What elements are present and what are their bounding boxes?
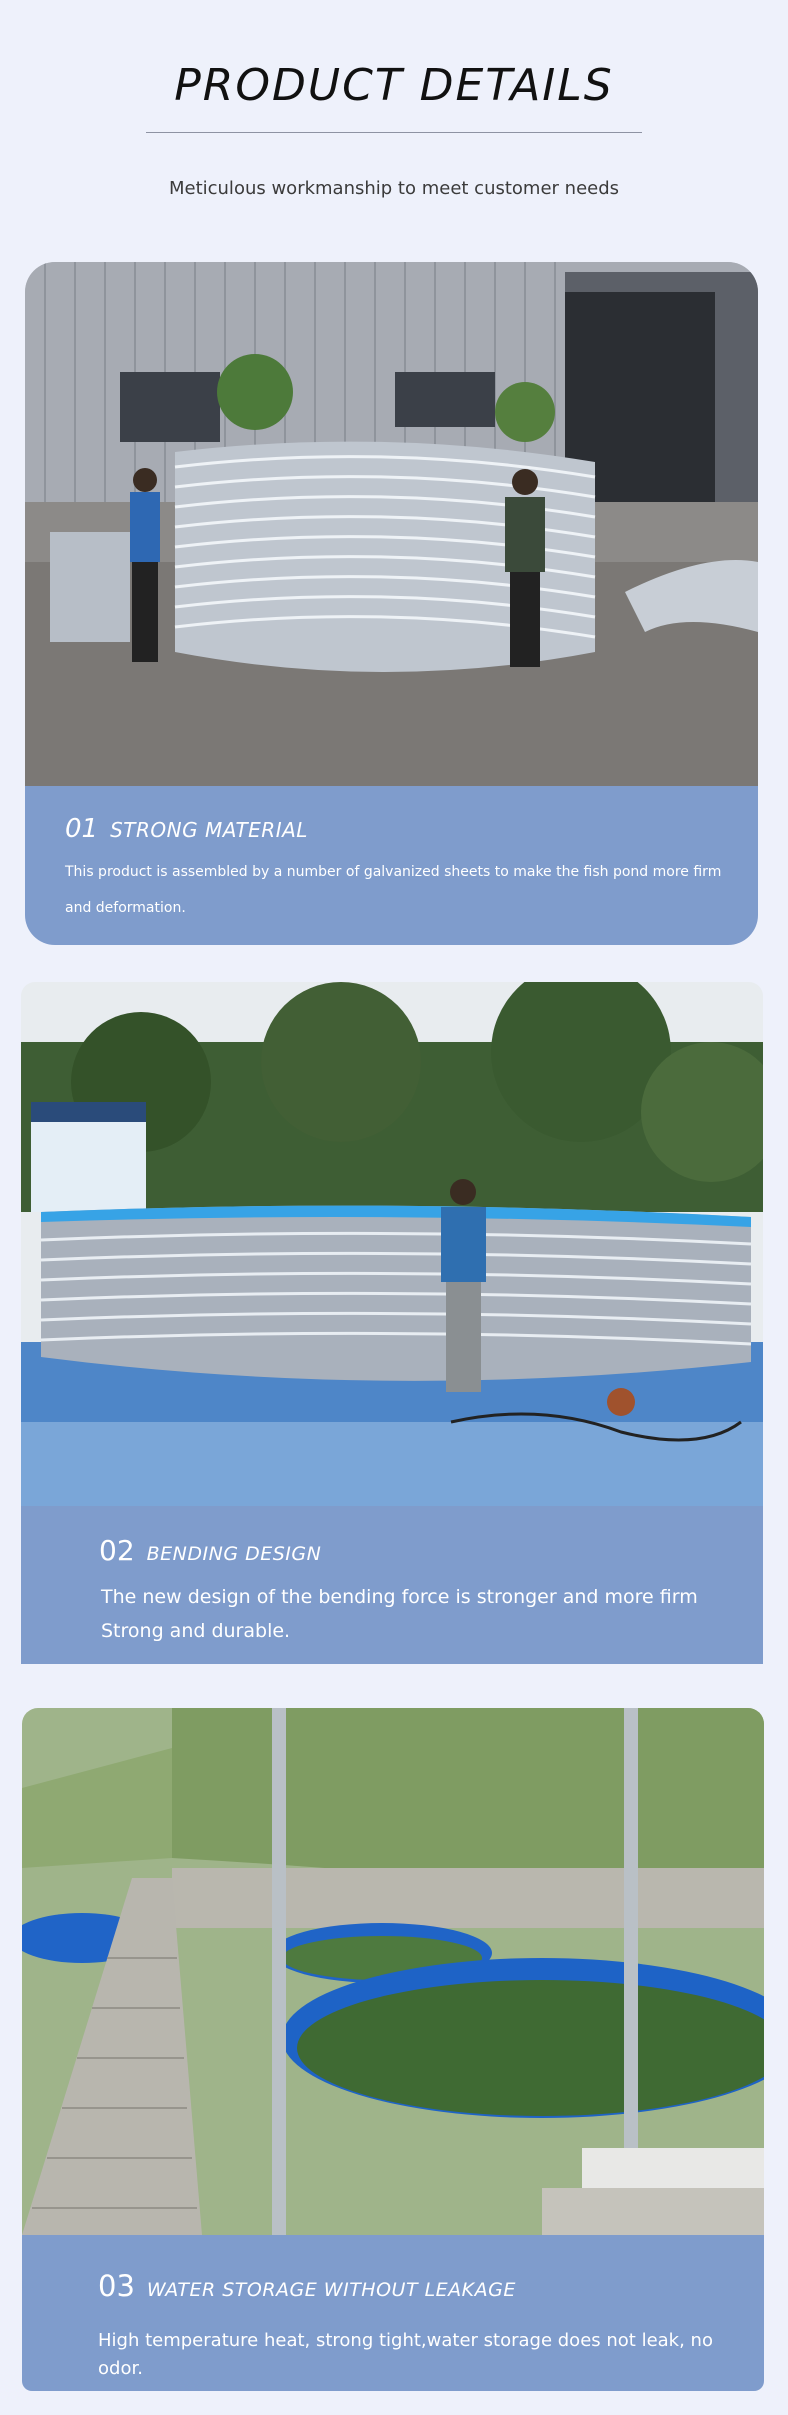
- section-description: [101, 1580, 741, 1648]
- section-number: 01: [65, 814, 99, 844]
- title-divider: [146, 132, 642, 133]
- photo-tank-assembly: [25, 262, 758, 786]
- section-title: BENDING DESIGN: [146, 1543, 322, 1565]
- section-title: STRONG MATERIAL: [110, 818, 308, 842]
- page-header: [0, 0, 788, 240]
- section-description-line: Strong and durable.: [101, 1620, 291, 1642]
- photo-fish-farm: [22, 1708, 764, 2235]
- section-description-line: The new design of the bending force is stronger and more firm: [101, 1586, 698, 1608]
- section-title: WATER STORAGE WITHOUT LEAKAGE: [146, 2279, 516, 2301]
- feature-card-bending-design: [21, 982, 763, 1664]
- feature-card-water-storage: [22, 1708, 764, 2391]
- feature-caption: [25, 786, 758, 945]
- section-number: 02: [99, 1534, 135, 1567]
- feature-card-strong-material: [25, 262, 758, 945]
- page-title: PRODUCT DETAILS: [174, 60, 614, 111]
- section-description: High temperature heat, strong tight,water storage does not leak, no odor.: [98, 2330, 713, 2379]
- feature-caption: [22, 2235, 764, 2391]
- page-subtitle: Meticulous workmanship to meet customer needs: [168, 178, 620, 199]
- photo-round-tank: [21, 982, 763, 1506]
- section-number: 03: [98, 2269, 135, 2303]
- section-description: This product is assembled by a number of galvanized sheets to make the fish pond more firm and deformation.: [65, 864, 722, 916]
- feature-caption: [21, 1506, 763, 1664]
